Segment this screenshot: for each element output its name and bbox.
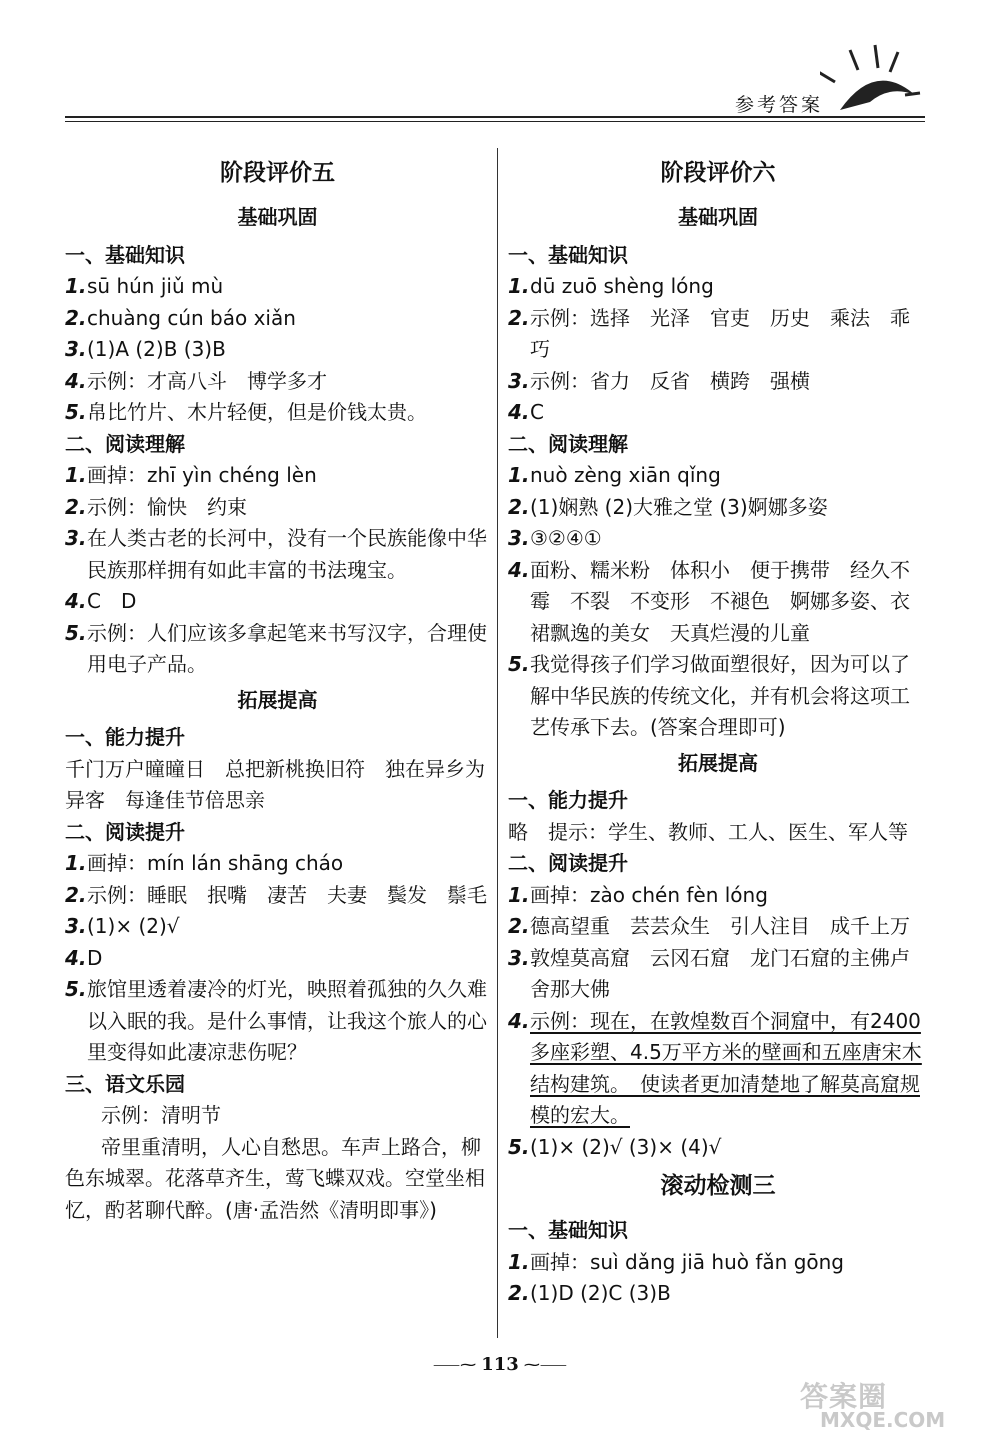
answer-item <box>508 555 928 650</box>
item-number: 1. <box>508 463 530 487</box>
item-text: 画掉：suì dǎng jiā huò fǎn gōng <box>530 1249 844 1274</box>
item-number: 2. <box>65 305 87 330</box>
section-heading: 一、能力提升 <box>508 788 628 812</box>
answer-item <box>65 974 490 1069</box>
answer-item <box>508 366 928 398</box>
item-number: 3. <box>65 914 87 938</box>
item-text: (1)娴熟 (2)大雅之堂 (3)婀娜多姿 <box>530 494 828 519</box>
answer-item <box>508 649 928 744</box>
answer-item <box>65 943 490 975</box>
item-number: 5. <box>65 400 87 424</box>
item-text: C <box>530 400 544 424</box>
answer-item <box>65 460 490 492</box>
item-number: 1. <box>508 882 530 907</box>
paragraph: 略 提示：学生、教师、工人、医生、军人等 <box>508 819 908 844</box>
page-footer <box>0 1352 1000 1375</box>
item-number: 4. <box>508 557 530 582</box>
item-number: 1. <box>65 463 87 487</box>
answer-item <box>65 586 490 618</box>
answer-item <box>65 911 490 943</box>
answer-item <box>65 492 490 524</box>
subsection-title: 拓展提高 <box>678 750 758 775</box>
footer-ornament-right: ⁓⸺ <box>523 1355 567 1374</box>
section-heading: 二、阅读提升 <box>65 819 185 844</box>
answer-item <box>65 271 490 303</box>
section-heading: 一、基础知识 <box>508 1218 628 1242</box>
section-heading: 一、能力提升 <box>65 725 185 749</box>
section-heading: 一、基础知识 <box>65 242 185 267</box>
answer-item <box>65 397 490 429</box>
item-text: 示例：愉快 约束 <box>87 494 247 519</box>
item-text: 示例：人们应该多拿起笔来书写汉字，合理使用电子产品。 <box>87 620 487 676</box>
page-number: 113 <box>481 1354 519 1375</box>
section-heading: 一、基础知识 <box>508 242 628 267</box>
item-text: (1)× (2)√ (3)× (4)√ <box>530 1134 722 1159</box>
item-number: 2. <box>508 494 530 519</box>
item-number: 1. <box>508 274 530 298</box>
answer-item <box>65 618 490 681</box>
item-number: 1. <box>65 851 87 875</box>
left-column <box>65 150 490 1226</box>
section-title: 滚动检测三 <box>660 1173 776 1199</box>
watermark-url: MXQE.COM <box>820 1408 946 1432</box>
item-text: 示例：现在，在敦煌数百个洞窟中，有2400多座彩塑、4.5万平方米的壁画和五座唐宋木结构建筑。 使读者更加清楚地了解莫高窟规模的宏大。 <box>530 1008 922 1127</box>
header-rule <box>65 116 925 118</box>
item-number: 5. <box>65 977 87 1001</box>
item-text: 示例：选择 光泽 官吏 历史 乘法 乖巧 <box>530 305 910 361</box>
section-title: 阶段评价五 <box>220 160 335 186</box>
item-text: 画掉：zhī yìn chéng lèn <box>87 463 317 487</box>
watermark-logo: 答案圈 <box>800 1380 888 1413</box>
item-number: 3. <box>508 368 530 393</box>
item-text: 敦煌莫高窟 云冈石窟 龙门石窟的主佛卢舍那大佛 <box>530 945 910 1001</box>
right-content <box>508 202 928 1310</box>
item-number: 5. <box>508 1134 530 1159</box>
item-number: 2. <box>65 494 87 519</box>
item-text: nuò zèng xiān qǐng <box>530 463 721 487</box>
answer-item <box>65 334 490 366</box>
section-title: 阶段评价六 <box>660 160 776 186</box>
item-number: 3. <box>508 945 530 970</box>
column-divider <box>497 148 498 1338</box>
item-number: 4. <box>508 1008 530 1033</box>
item-text: 德高望重 芸芸众生 引人注目 成千上万 <box>530 914 910 938</box>
answer-item <box>65 880 490 912</box>
section-heading: 三、语文乐园 <box>65 1071 185 1096</box>
item-text: 示例：睡眠 抿嘴 凄苦 夫妻 鬓发 鬃毛 <box>87 882 487 907</box>
answer-item <box>508 1006 928 1132</box>
answer-item <box>508 911 928 943</box>
item-number: 5. <box>65 620 87 645</box>
right-column <box>508 150 928 1310</box>
item-number: 2. <box>508 305 530 330</box>
item-text: sū hún jiǔ mù <box>87 274 224 298</box>
item-number: 4. <box>65 589 87 613</box>
section-heading: 二、阅读提升 <box>508 851 628 875</box>
item-text: 画掉：mín lán shāng cháo <box>87 851 344 875</box>
item-text: 面粉、糯米粉 体积小 便于携带 经久不霉 不裂 不变形 不褪色 婀娜多姿、衣裙飘逸的美女 天真烂漫的儿童 <box>530 557 910 645</box>
item-text: D <box>87 945 103 970</box>
item-text: dū zuō shèng lóng <box>530 274 714 298</box>
subsection-title: 拓展提高 <box>237 687 318 712</box>
answer-item <box>508 943 928 1006</box>
answer-item <box>65 848 490 880</box>
item-number: 3. <box>65 526 87 550</box>
item-text: 帛比竹片、木片轻便，但是价钱太贵。 <box>87 400 427 424</box>
page-header <box>0 0 1000 140</box>
item-text: chuàng cún báo xiǎn <box>87 305 296 330</box>
answer-item <box>65 303 490 335</box>
item-text: (1)D (2)C (3)B <box>530 1281 671 1305</box>
answer-item <box>508 1247 928 1279</box>
subsection-title: 基础巩固 <box>237 205 318 229</box>
item-number: 3. <box>508 526 530 550</box>
answer-item <box>508 1278 928 1310</box>
subsection-title: 基础巩固 <box>678 205 758 229</box>
item-text: ③②④① <box>530 526 602 550</box>
item-number: 4. <box>508 400 530 424</box>
item-text: 画掉：zào chén fèn lóng <box>530 882 768 907</box>
paragraph: 千门万户曈曈日 总把新桃换旧符 独在异乡为异客 每逢佳节倍思亲 <box>65 756 485 812</box>
section-heading: 二、阅读理解 <box>508 431 628 456</box>
answer-item <box>508 492 928 524</box>
item-number: 2. <box>508 914 530 938</box>
item-text: 我觉得孩子们学习做面塑很好，因为可以了解中华民族的传统文化，并有机会将这项工艺传承下去。(答案合理即可) <box>530 652 910 739</box>
header-rule-thin <box>65 121 925 122</box>
answer-item <box>65 523 490 586</box>
example-label: 示例：清明节 <box>101 1103 221 1127</box>
answer-item <box>508 1132 928 1164</box>
item-number: 2. <box>508 1281 530 1305</box>
item-number: 3. <box>65 337 87 361</box>
sun-icon <box>820 40 930 120</box>
item-number: 4. <box>65 368 87 393</box>
item-text: (1)× (2)√ <box>87 914 180 938</box>
item-number: 1. <box>65 274 87 298</box>
left-content <box>65 202 490 1226</box>
answer-item <box>508 460 928 492</box>
item-text: (1)A (2)B (3)B <box>87 337 226 361</box>
item-text: 旅馆里透着凄冷的灯光，映照着孤独的久久难以入眠的我。是什么事情，让我这个旅人的心里变得如此凄凉悲伤呢？ <box>87 977 487 1064</box>
answer-item <box>508 271 928 303</box>
item-number: 5. <box>508 652 530 676</box>
item-text: 在人类古老的长河中，没有一个民族能像中华民族那样拥有如此丰富的书法瑰宝。 <box>87 526 487 582</box>
header-label: 参考答案 <box>735 94 824 116</box>
answer-item <box>65 366 490 398</box>
answer-item <box>508 397 928 429</box>
item-text: 示例：省力 反省 横跨 强横 <box>530 368 810 393</box>
answer-item <box>508 880 928 912</box>
section-heading: 二、阅读理解 <box>65 431 185 456</box>
item-number: 2. <box>65 882 87 907</box>
answer-item <box>508 523 928 555</box>
poem-text: 帝里重清明，人心自愁思。车声上路合，柳色东城翠。花落草齐生，莺飞蝶双戏。空堂坐相忆，酌茗聊代醉。(唐·孟浩然《清明即事》) <box>65 1134 485 1222</box>
item-number: 4. <box>65 945 87 970</box>
item-number: 1. <box>508 1249 530 1274</box>
item-text: C D <box>87 589 137 613</box>
footer-ornament-left: ⸺⁓ <box>433 1355 477 1374</box>
item-text: 示例：才高八斗 博学多才 <box>87 368 327 393</box>
answer-item <box>508 303 928 366</box>
